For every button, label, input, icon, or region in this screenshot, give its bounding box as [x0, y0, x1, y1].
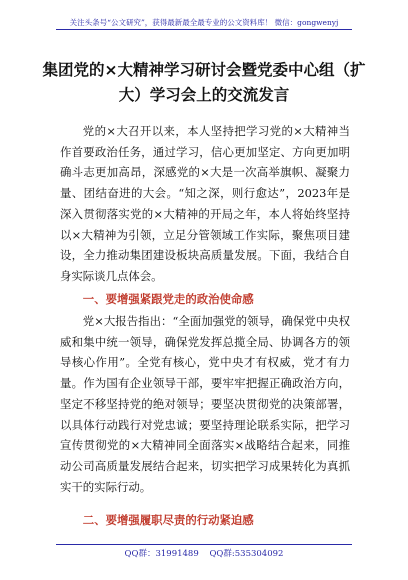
- section-1-heading: 一、要增强紧跟党走的政治使命感: [82, 292, 254, 306]
- footer: [56, 544, 352, 561]
- section-2-heading: 二、要增强履职尽责的行动紧迫感: [82, 513, 254, 527]
- header-banner: 关注头条号“公文研究”，获得最新最全最专业的公文资料库！ 微信：gongwenyj: [56, 17, 352, 30]
- document-title: 集团党的×大精神学习研讨会暨党委中心组（扩大）学习会上的交流发言: [42, 61, 366, 104]
- intro-paragraph: 党的×大召开以来，本人坚持把学习党的×大精神当作首要政治任务，通过学习，信心更加坚定、方向更加明确斗志更加高昂，深感党的×大是一次高举旗帜、凝聚力量、团结奋进的大会。“知之深，则行愈达”，2023年是深入贯彻落实党的×大精神的开局之年，本人将始终坚持以×大精神为引领，立足分管领域工作实际，聚焦项目建设，全力推动集团建设板块高质量发展。下面，我结合自身实际谈几点体会。: [60, 124, 350, 283]
- footer-qq-group-1: QQ群：31991489: [124, 549, 199, 559]
- footer-qq-group-2: QQ群:535304092: [209, 549, 284, 559]
- section-1-paragraph: 党×大报告指出：“全面加强党的领导，确保党中央权威和集中统一领导，确保党发挥总揽全局、协调各方的领导核心作用”。全党有核心，党中央才有权威，党才有力量。作为国有企业领导干部，要牢牢把握正确政治方向，坚定不移坚持党的绝对领导；要坚决贯彻党的决策部署，以具体行动践行对党忠诚；要坚持理论联系实际，把学习宣传贯彻党的×大精神同全面落实×战略结合起来，同推动公司高质量发展结合起来，切实把学习成果转化为真抓实干的实际行动。: [60, 314, 350, 494]
